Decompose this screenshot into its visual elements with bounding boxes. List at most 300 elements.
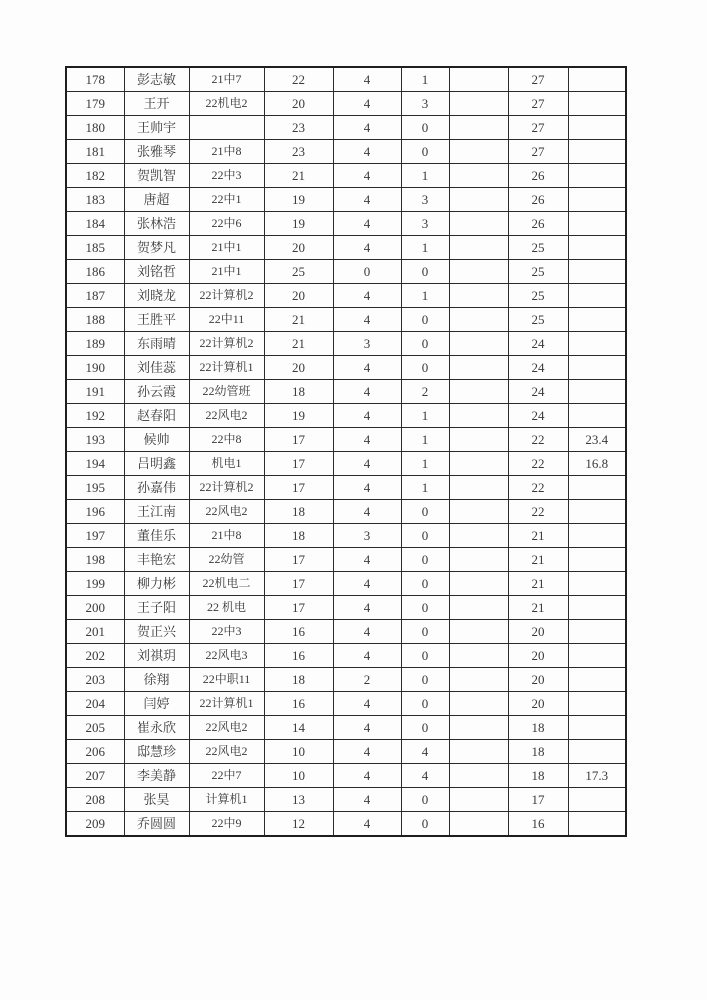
score-2: 3 xyxy=(333,524,401,548)
total-score: 24 xyxy=(508,332,568,356)
score-2: 4 xyxy=(333,644,401,668)
blank-cell xyxy=(449,596,508,620)
score-3: 0 xyxy=(401,668,449,692)
class-name: 22中3 xyxy=(189,164,264,188)
table-row xyxy=(66,548,626,572)
score-3: 0 xyxy=(401,596,449,620)
class-name: 22风电2 xyxy=(189,716,264,740)
student-name: 邸慧珍 xyxy=(124,740,189,764)
class-name: 21中8 xyxy=(189,524,264,548)
score-1: 14 xyxy=(264,716,333,740)
row-number: 197 xyxy=(66,524,124,548)
row-number: 196 xyxy=(66,500,124,524)
score-3: 0 xyxy=(401,620,449,644)
student-name: 贺正兴 xyxy=(124,620,189,644)
row-number: 181 xyxy=(66,140,124,164)
student-name: 吕明鑫 xyxy=(124,452,189,476)
total-score: 27 xyxy=(508,116,568,140)
score-1: 17 xyxy=(264,548,333,572)
row-number: 193 xyxy=(66,428,124,452)
student-name: 孙云霞 xyxy=(124,380,189,404)
table-row xyxy=(66,236,626,260)
score-1: 20 xyxy=(264,356,333,380)
table-body xyxy=(66,67,626,836)
score-2: 4 xyxy=(333,236,401,260)
class-name: 22风电2 xyxy=(189,740,264,764)
class-name: 22中11 xyxy=(189,308,264,332)
blank-cell xyxy=(449,356,508,380)
table-row xyxy=(66,404,626,428)
row-number: 189 xyxy=(66,332,124,356)
score-2: 2 xyxy=(333,668,401,692)
blank-cell xyxy=(449,260,508,284)
class-name: 22中9 xyxy=(189,812,264,837)
adjusted-score xyxy=(568,260,626,284)
adjusted-score xyxy=(568,740,626,764)
total-score: 25 xyxy=(508,260,568,284)
score-3: 1 xyxy=(401,452,449,476)
blank-cell xyxy=(449,668,508,692)
adjusted-score xyxy=(568,404,626,428)
class-name: 机电1 xyxy=(189,452,264,476)
class-name xyxy=(189,116,264,140)
class-name: 22中1 xyxy=(189,188,264,212)
class-name: 22幼管班 xyxy=(189,380,264,404)
score-2: 4 xyxy=(333,596,401,620)
score-3: 0 xyxy=(401,500,449,524)
adjusted-score xyxy=(568,140,626,164)
adjusted-score: 16.8 xyxy=(568,452,626,476)
table-row xyxy=(66,788,626,812)
score-2: 4 xyxy=(333,188,401,212)
student-name: 闫婷 xyxy=(124,692,189,716)
class-name: 22 机电 xyxy=(189,596,264,620)
table-row xyxy=(66,332,626,356)
class-name: 22机电2 xyxy=(189,92,264,116)
score-3: 1 xyxy=(401,476,449,500)
score-2: 4 xyxy=(333,164,401,188)
student-name: 董佳乐 xyxy=(124,524,189,548)
adjusted-score xyxy=(568,116,626,140)
table-row xyxy=(66,452,626,476)
score-1: 21 xyxy=(264,308,333,332)
table-row xyxy=(66,428,626,452)
score-3: 0 xyxy=(401,356,449,380)
total-score: 18 xyxy=(508,716,568,740)
score-2: 4 xyxy=(333,380,401,404)
score-3: 0 xyxy=(401,788,449,812)
total-score: 21 xyxy=(508,524,568,548)
student-name: 张林浩 xyxy=(124,212,189,236)
score-1: 18 xyxy=(264,524,333,548)
score-2: 4 xyxy=(333,476,401,500)
class-name: 22机电二 xyxy=(189,572,264,596)
blank-cell xyxy=(449,476,508,500)
blank-cell xyxy=(449,188,508,212)
class-name: 21中1 xyxy=(189,260,264,284)
score-2: 4 xyxy=(333,812,401,837)
score-1: 17 xyxy=(264,428,333,452)
score-2: 4 xyxy=(333,548,401,572)
blank-cell xyxy=(449,164,508,188)
score-3: 0 xyxy=(401,812,449,837)
table-row xyxy=(66,812,626,837)
adjusted-score xyxy=(568,380,626,404)
blank-cell xyxy=(449,812,508,837)
score-3: 1 xyxy=(401,284,449,308)
total-score: 27 xyxy=(508,67,568,92)
score-table xyxy=(65,66,627,837)
class-name: 22中职11 xyxy=(189,668,264,692)
student-name: 王子阳 xyxy=(124,596,189,620)
score-2: 4 xyxy=(333,308,401,332)
row-number: 184 xyxy=(66,212,124,236)
table-row xyxy=(66,500,626,524)
row-number: 180 xyxy=(66,116,124,140)
row-number: 206 xyxy=(66,740,124,764)
student-name: 王胜平 xyxy=(124,308,189,332)
score-2: 4 xyxy=(333,572,401,596)
row-number: 178 xyxy=(66,67,124,92)
total-score: 22 xyxy=(508,500,568,524)
student-name: 徐翔 xyxy=(124,668,189,692)
score-1: 20 xyxy=(264,92,333,116)
score-1: 10 xyxy=(264,764,333,788)
student-name: 乔圆圆 xyxy=(124,812,189,837)
total-score: 22 xyxy=(508,476,568,500)
student-name: 张雅琴 xyxy=(124,140,189,164)
score-1: 17 xyxy=(264,476,333,500)
score-3: 0 xyxy=(401,260,449,284)
score-3: 0 xyxy=(401,716,449,740)
adjusted-score xyxy=(568,356,626,380)
score-1: 18 xyxy=(264,380,333,404)
total-score: 22 xyxy=(508,452,568,476)
score-3: 3 xyxy=(401,212,449,236)
adjusted-score xyxy=(568,620,626,644)
class-name: 22计算机2 xyxy=(189,284,264,308)
student-name: 柳力彬 xyxy=(124,572,189,596)
score-2: 4 xyxy=(333,452,401,476)
score-2: 4 xyxy=(333,212,401,236)
adjusted-score xyxy=(568,212,626,236)
adjusted-score xyxy=(568,548,626,572)
table-row xyxy=(66,764,626,788)
score-1: 18 xyxy=(264,668,333,692)
class-name: 22计算机2 xyxy=(189,476,264,500)
table-row xyxy=(66,188,626,212)
blank-cell xyxy=(449,620,508,644)
score-1: 18 xyxy=(264,500,333,524)
class-name: 22中8 xyxy=(189,428,264,452)
student-name: 丰艳宏 xyxy=(124,548,189,572)
adjusted-score xyxy=(568,524,626,548)
adjusted-score xyxy=(568,67,626,92)
adjusted-score xyxy=(568,500,626,524)
row-number: 187 xyxy=(66,284,124,308)
row-number: 208 xyxy=(66,788,124,812)
score-2: 4 xyxy=(333,716,401,740)
table-row xyxy=(66,356,626,380)
score-3: 0 xyxy=(401,308,449,332)
score-3: 1 xyxy=(401,428,449,452)
table-row xyxy=(66,284,626,308)
blank-cell xyxy=(449,332,508,356)
adjusted-score xyxy=(568,164,626,188)
score-3: 2 xyxy=(401,380,449,404)
class-name: 22幼管 xyxy=(189,548,264,572)
score-2: 3 xyxy=(333,332,401,356)
score-2: 4 xyxy=(333,284,401,308)
student-name: 唐超 xyxy=(124,188,189,212)
score-1: 21 xyxy=(264,164,333,188)
score-1: 16 xyxy=(264,692,333,716)
total-score: 21 xyxy=(508,548,568,572)
score-1: 10 xyxy=(264,740,333,764)
table-row xyxy=(66,164,626,188)
adjusted-score xyxy=(568,332,626,356)
score-3: 0 xyxy=(401,692,449,716)
blank-cell xyxy=(449,116,508,140)
score-3: 1 xyxy=(401,164,449,188)
blank-cell xyxy=(449,404,508,428)
student-name: 王开 xyxy=(124,92,189,116)
total-score: 16 xyxy=(508,812,568,837)
score-1: 20 xyxy=(264,284,333,308)
blank-cell xyxy=(449,308,508,332)
total-score: 25 xyxy=(508,308,568,332)
table-row xyxy=(66,140,626,164)
table-row xyxy=(66,476,626,500)
score-2: 0 xyxy=(333,260,401,284)
blank-cell xyxy=(449,284,508,308)
row-number: 192 xyxy=(66,404,124,428)
blank-cell xyxy=(449,380,508,404)
score-3: 0 xyxy=(401,116,449,140)
adjusted-score xyxy=(568,308,626,332)
blank-cell xyxy=(449,67,508,92)
row-number: 198 xyxy=(66,548,124,572)
total-score: 26 xyxy=(508,188,568,212)
total-score: 27 xyxy=(508,140,568,164)
adjusted-score xyxy=(568,284,626,308)
student-name: 东雨晴 xyxy=(124,332,189,356)
score-1: 13 xyxy=(264,788,333,812)
row-number: 179 xyxy=(66,92,124,116)
table-row xyxy=(66,572,626,596)
class-name: 22风电3 xyxy=(189,644,264,668)
score-1: 16 xyxy=(264,620,333,644)
table-row xyxy=(66,740,626,764)
score-2: 4 xyxy=(333,140,401,164)
total-score: 25 xyxy=(508,284,568,308)
blank-cell xyxy=(449,524,508,548)
total-score: 22 xyxy=(508,428,568,452)
row-number: 188 xyxy=(66,308,124,332)
blank-cell xyxy=(449,212,508,236)
table-row xyxy=(66,644,626,668)
adjusted-score xyxy=(568,812,626,837)
table-row xyxy=(66,260,626,284)
score-2: 4 xyxy=(333,788,401,812)
score-3: 1 xyxy=(401,404,449,428)
score-1: 21 xyxy=(264,332,333,356)
student-name: 张昊 xyxy=(124,788,189,812)
score-1: 16 xyxy=(264,644,333,668)
score-2: 4 xyxy=(333,740,401,764)
adjusted-score xyxy=(568,668,626,692)
score-1: 19 xyxy=(264,212,333,236)
total-score: 24 xyxy=(508,380,568,404)
total-score: 24 xyxy=(508,404,568,428)
adjusted-score xyxy=(568,92,626,116)
total-score: 21 xyxy=(508,596,568,620)
total-score: 20 xyxy=(508,620,568,644)
score-1: 23 xyxy=(264,140,333,164)
table-row xyxy=(66,620,626,644)
class-name: 22计算机1 xyxy=(189,692,264,716)
score-3: 4 xyxy=(401,764,449,788)
row-number: 207 xyxy=(66,764,124,788)
adjusted-score xyxy=(568,572,626,596)
student-name: 刘佳蕊 xyxy=(124,356,189,380)
blank-cell xyxy=(449,740,508,764)
row-number: 190 xyxy=(66,356,124,380)
blank-cell xyxy=(449,500,508,524)
blank-cell xyxy=(449,428,508,452)
total-score: 26 xyxy=(508,212,568,236)
score-2: 4 xyxy=(333,116,401,140)
row-number: 209 xyxy=(66,812,124,837)
table-row xyxy=(66,212,626,236)
class-name: 22中3 xyxy=(189,620,264,644)
table-row xyxy=(66,668,626,692)
row-number: 205 xyxy=(66,716,124,740)
student-name: 孙嘉伟 xyxy=(124,476,189,500)
student-name: 王江南 xyxy=(124,500,189,524)
score-3: 0 xyxy=(401,140,449,164)
total-score: 20 xyxy=(508,692,568,716)
score-1: 17 xyxy=(264,596,333,620)
table-row xyxy=(66,92,626,116)
class-name: 21中8 xyxy=(189,140,264,164)
class-name: 22中6 xyxy=(189,212,264,236)
student-name: 崔永欣 xyxy=(124,716,189,740)
student-name: 刘晓龙 xyxy=(124,284,189,308)
score-3: 0 xyxy=(401,332,449,356)
score-1: 25 xyxy=(264,260,333,284)
total-score: 27 xyxy=(508,92,568,116)
blank-cell xyxy=(449,692,508,716)
row-number: 182 xyxy=(66,164,124,188)
student-name: 贺梦凡 xyxy=(124,236,189,260)
table-row xyxy=(66,67,626,92)
row-number: 199 xyxy=(66,572,124,596)
adjusted-score: 23.4 xyxy=(568,428,626,452)
table-row xyxy=(66,596,626,620)
score-1: 20 xyxy=(264,236,333,260)
score-3: 1 xyxy=(401,67,449,92)
adjusted-score xyxy=(568,188,626,212)
student-name: 刘铭哲 xyxy=(124,260,189,284)
score-3: 0 xyxy=(401,644,449,668)
row-number: 191 xyxy=(66,380,124,404)
row-number: 203 xyxy=(66,668,124,692)
score-1: 22 xyxy=(264,67,333,92)
score-2: 4 xyxy=(333,92,401,116)
row-number: 201 xyxy=(66,620,124,644)
class-name: 21中1 xyxy=(189,236,264,260)
table-row xyxy=(66,692,626,716)
class-name: 22风电2 xyxy=(189,404,264,428)
total-score: 21 xyxy=(508,572,568,596)
student-name: 李美静 xyxy=(124,764,189,788)
class-name: 22中7 xyxy=(189,764,264,788)
total-score: 24 xyxy=(508,356,568,380)
score-3: 0 xyxy=(401,524,449,548)
row-number: 202 xyxy=(66,644,124,668)
score-2: 4 xyxy=(333,692,401,716)
score-3: 0 xyxy=(401,572,449,596)
score-2: 4 xyxy=(333,428,401,452)
blank-cell xyxy=(449,764,508,788)
score-1: 23 xyxy=(264,116,333,140)
score-2: 4 xyxy=(333,404,401,428)
total-score: 18 xyxy=(508,764,568,788)
table-row xyxy=(66,308,626,332)
blank-cell xyxy=(449,644,508,668)
blank-cell xyxy=(449,572,508,596)
student-name: 候帅 xyxy=(124,428,189,452)
class-name: 21中7 xyxy=(189,67,264,92)
total-score: 20 xyxy=(508,644,568,668)
class-name: 22风电2 xyxy=(189,500,264,524)
blank-cell xyxy=(449,452,508,476)
score-2: 4 xyxy=(333,500,401,524)
blank-cell xyxy=(449,548,508,572)
class-name: 22计算机2 xyxy=(189,332,264,356)
score-2: 4 xyxy=(333,620,401,644)
class-name: 计算机1 xyxy=(189,788,264,812)
total-score: 18 xyxy=(508,740,568,764)
adjusted-score xyxy=(568,596,626,620)
row-number: 194 xyxy=(66,452,124,476)
adjusted-score: 17.3 xyxy=(568,764,626,788)
adjusted-score xyxy=(568,476,626,500)
blank-cell xyxy=(449,788,508,812)
score-1: 19 xyxy=(264,188,333,212)
blank-cell xyxy=(449,716,508,740)
score-3: 0 xyxy=(401,548,449,572)
row-number: 185 xyxy=(66,236,124,260)
row-number: 204 xyxy=(66,692,124,716)
student-name: 刘祺玥 xyxy=(124,644,189,668)
student-name: 彭志敏 xyxy=(124,67,189,92)
table-row xyxy=(66,116,626,140)
score-1: 17 xyxy=(264,452,333,476)
score-3: 3 xyxy=(401,188,449,212)
score-3: 3 xyxy=(401,92,449,116)
adjusted-score xyxy=(568,692,626,716)
blank-cell xyxy=(449,236,508,260)
table-row xyxy=(66,524,626,548)
row-number: 200 xyxy=(66,596,124,620)
score-3: 1 xyxy=(401,236,449,260)
total-score: 25 xyxy=(508,236,568,260)
score-1: 19 xyxy=(264,404,333,428)
score-2: 4 xyxy=(333,764,401,788)
blank-cell xyxy=(449,140,508,164)
